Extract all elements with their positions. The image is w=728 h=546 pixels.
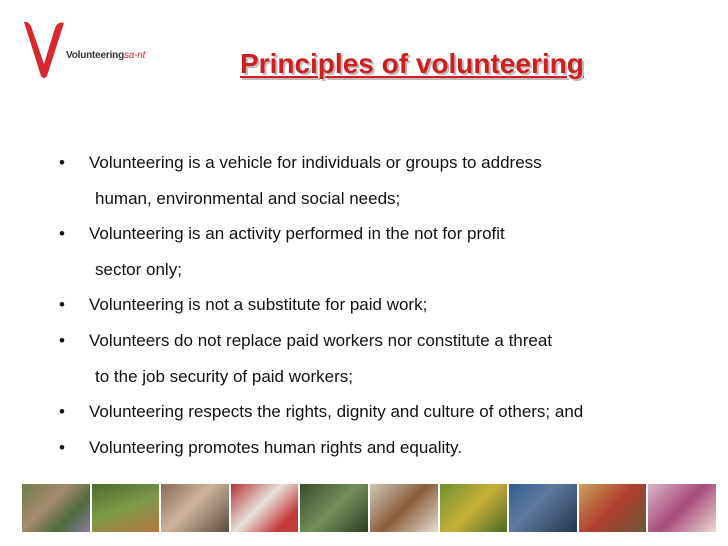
volunteer-photo	[648, 484, 716, 532]
list-item	[55, 435, 715, 471]
bullet-marker: •	[59, 402, 65, 422]
bullet-marker: •	[59, 153, 65, 172]
volunteering-logo	[22, 18, 182, 80]
list-item-continuation	[55, 257, 715, 293]
volunteer-photo	[300, 484, 368, 532]
volunteer-photo	[440, 484, 508, 532]
bullet-marker: •	[59, 295, 65, 315]
list-item-text: Volunteers do not replace paid workers nor constitute a threat	[89, 330, 553, 350]
list-item-text: Volunteering is an activity performed in the not for profit	[89, 224, 505, 244]
list-item	[55, 399, 715, 435]
list-item-continuation	[55, 186, 715, 222]
volunteer-photo	[231, 484, 299, 532]
principles-list	[55, 150, 715, 470]
logo-wordmark: Volunteeringsa-nt	[66, 50, 146, 61]
list-item-text: human, environmental and social needs;	[95, 188, 401, 208]
volunteer-photo	[161, 484, 229, 532]
list-item	[55, 150, 715, 186]
bullet-marker: •	[59, 224, 65, 244]
list-item-text: Volunteering is not a substitute for paid work;	[89, 295, 428, 315]
list-item-text: sector only;	[95, 259, 182, 279]
bullet-marker: •	[59, 437, 65, 457]
volunteer-photo	[22, 484, 90, 532]
list-item-text: Volunteering respects the rights, dignity and culture of others; and	[89, 402, 584, 422]
list-item-continuation	[55, 364, 715, 400]
list-item-text: Volunteering promotes human rights and equality.	[89, 437, 462, 457]
volunteer-photo	[92, 484, 160, 532]
volunteer-photo	[370, 484, 438, 532]
list-item-text: Volunteering is a vehicle for individuals or groups to address	[89, 153, 542, 172]
volunteer-photo	[579, 484, 647, 532]
photo-strip	[22, 484, 716, 532]
slide-title: Principles of volunteering	[240, 48, 584, 79]
list-item	[55, 292, 715, 328]
list-item-text: to the job security of paid workers;	[95, 366, 353, 386]
bullet-marker: •	[59, 330, 65, 350]
list-item	[55, 221, 715, 257]
volunteer-photo	[509, 484, 577, 532]
v-mark-icon	[22, 18, 66, 80]
list-item	[55, 328, 715, 364]
